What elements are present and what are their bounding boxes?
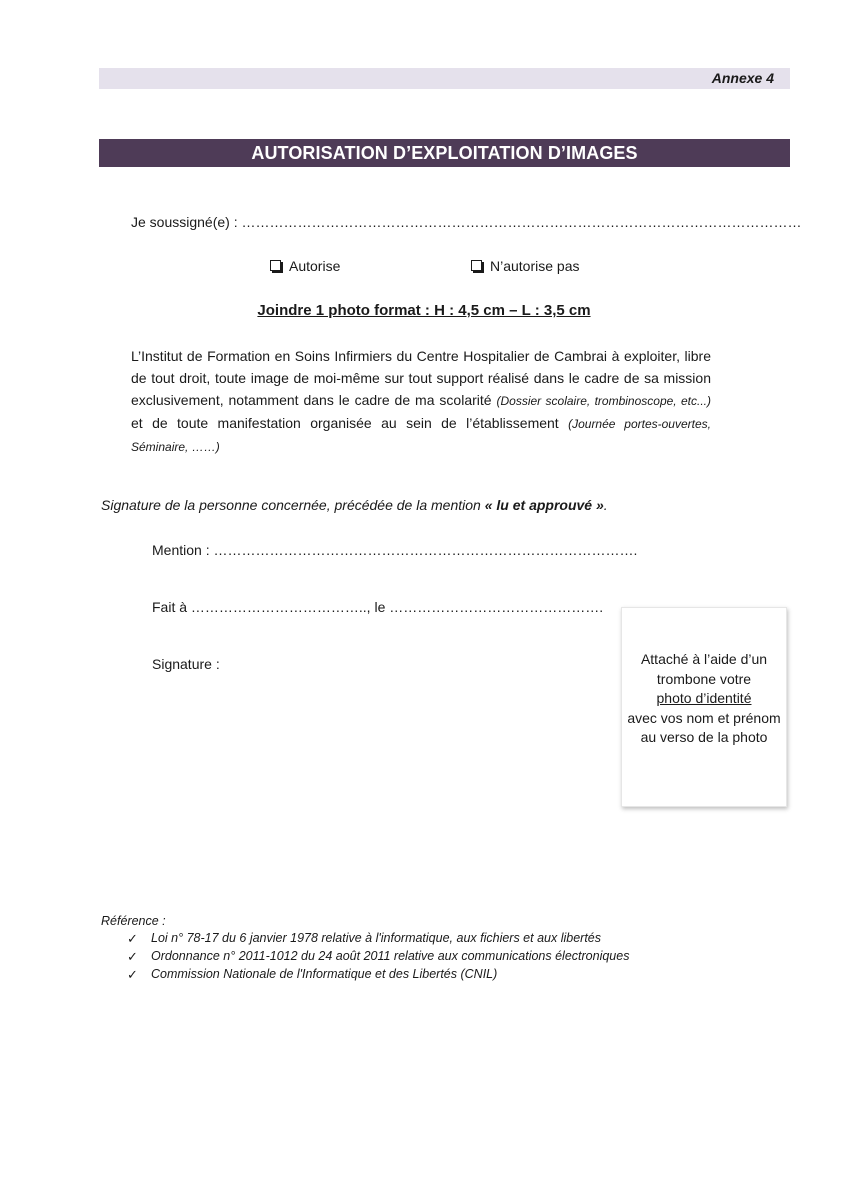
checkmark-icon: ✓: [127, 967, 138, 982]
signature-instruction-prefix: Signature de la personne concernée, précédée de la mention: [101, 497, 485, 513]
document-title: AUTORISATION D’EXPLOITATION D’IMAGES: [99, 139, 790, 167]
option-authorize[interactable]: [270, 258, 340, 274]
signature-instruction: [101, 497, 608, 513]
paragraph-italic-1: (Dossier scolaire, trombinoscope, etc...): [496, 394, 712, 408]
photo-line-2: trombone votre: [656, 670, 752, 687]
checkbox-icon[interactable]: [270, 260, 281, 271]
soussigne-field[interactable]: [131, 214, 802, 230]
checkmark-icon: ✓: [127, 949, 138, 964]
annex-label: Annexe 4: [711, 70, 774, 86]
photo-format-instruction: Joindre 1 photo format : H : 4,5 cm – L : 3,5 cm: [257, 302, 591, 319]
reference-list: [101, 931, 629, 985]
soussigne-dots: …………………………………………………………………………………………………………: [241, 214, 802, 230]
fait-a-field[interactable]: Fait à ……………………………….., le ……………………………………….: [152, 599, 604, 615]
reference-title: Référence :: [101, 914, 166, 928]
photo-line-5: au verso de la photo: [640, 729, 768, 745]
annex-header-bar: [99, 68, 790, 89]
paragraph-italic-2: (Journée portes-ouvertes, Séminaire, ……): [131, 417, 711, 454]
checkbox-icon[interactable]: [471, 260, 482, 271]
paragraph-text-1: L’Institut de Formation en Soins Infirmiers du Centre Hospitalier de Cambrai à exploiter, libre de tout droit, toute image de moi-même sur tout support réalisé dans le cadre de sa mission exclusivement, notamment dans le cadre de ma scolarité: [131, 348, 711, 408]
paragraph-text-2: et de toute manifestation organisée au sein de l’établissement: [131, 415, 569, 431]
signature-instruction-bold: « lu et approuvé »: [484, 497, 604, 513]
photo-line-3: photo d’identité: [656, 690, 752, 706]
photo-instructions: [622, 650, 786, 748]
photo-line-1: Attaché à l’aide d’un: [640, 651, 768, 667]
reference-text: Commission Nationale de l'Informatique et des Libertés (CNIL): [151, 967, 498, 981]
photo-placeholder-box: [621, 607, 787, 807]
signature-label: Signature :: [152, 656, 220, 672]
list-item: [101, 949, 629, 967]
option-authorize-label: Autorise: [289, 258, 341, 274]
reference-text: Loi n° 78-17 du 6 janvier 1978 relative à l'informatique, aux fichiers et aux libertés: [151, 931, 601, 945]
photo-line-4: avec vos nom et prénom: [627, 709, 781, 726]
reference-text: Ordonnance n° 2011-1012 du 24 août 2011 relative aux communications électroniques: [151, 949, 630, 963]
authorization-paragraph: [131, 345, 711, 458]
signature-instruction-suffix: .: [603, 497, 608, 513]
checkmark-icon: ✓: [127, 931, 138, 946]
list-item: [101, 967, 629, 985]
mention-field[interactable]: Mention : ……………………………………………………………………………….: [152, 542, 638, 558]
soussigne-label: Je soussigné(e) :: [131, 214, 242, 230]
option-not-authorize-label: N’autorise pas: [490, 258, 580, 274]
option-not-authorize[interactable]: [471, 258, 580, 274]
list-item: [101, 931, 629, 949]
